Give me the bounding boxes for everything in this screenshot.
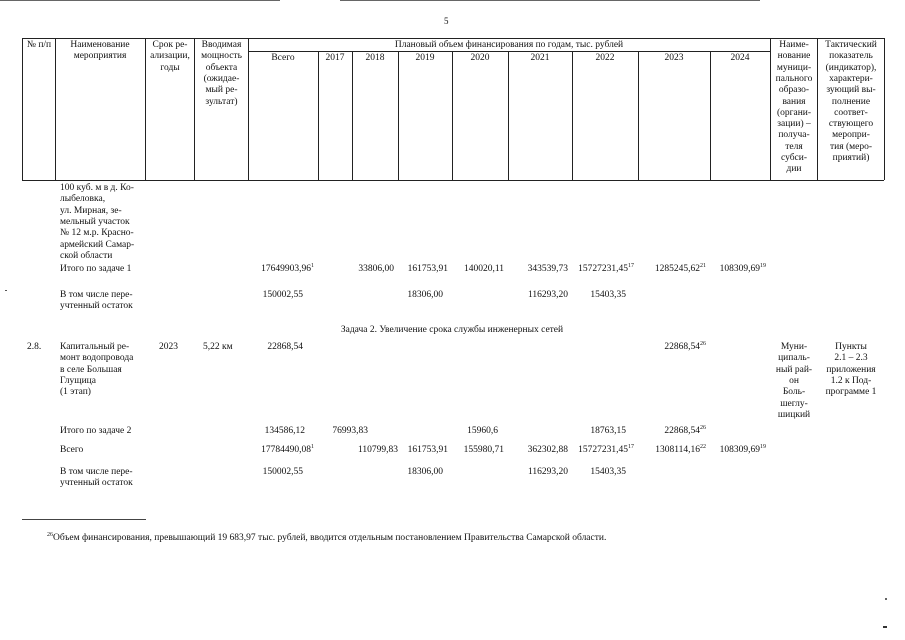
col-year-header: 2018 (365, 53, 385, 63)
scan-speck (885, 598, 887, 600)
col-name-header: Наименование мероприятия (70, 40, 130, 62)
scan-speck (883, 626, 887, 628)
col-year-header: 2024 (730, 53, 750, 63)
col-total-header: Всего (271, 53, 295, 63)
col-year-header: 2017 (325, 53, 345, 63)
col-number-header: № п/п (26, 40, 52, 50)
col-funding-header: Плановый объем финансирования по годам, тыс. рублей (394, 40, 624, 50)
task2-title: Задача 2. Увеличение срока службы инженерных сетей (340, 325, 564, 335)
col-year-header: 2023 (664, 53, 684, 63)
top-rule (0, 0, 280, 1)
col-year-header: 2019 (415, 53, 435, 63)
footnote: $^{26}$Объем финансирования, превышающий 19 683,97 тыс. рублей, вводится отдельным постановлением Правительства Самарской области. (47, 532, 607, 543)
col-year-header: 2021 (530, 53, 550, 63)
col-year-header: 2020 (470, 53, 490, 63)
top-rule (340, 0, 760, 1)
col-year-header: 2022 (595, 53, 615, 63)
col-term-header: Срок ре-ализации, годы (150, 40, 190, 73)
footnote-separator (22, 519, 146, 520)
page-number: 5 (444, 16, 449, 26)
scan-speck (5, 290, 7, 291)
